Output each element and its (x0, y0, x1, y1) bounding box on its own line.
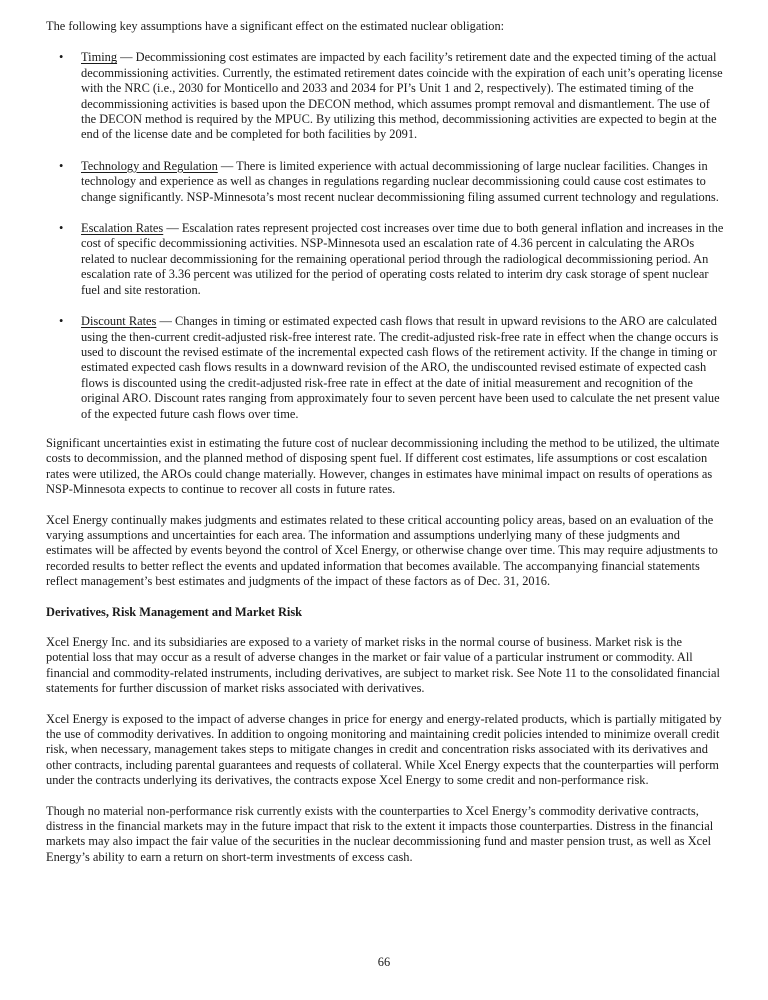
intro-paragraph: The following key assumptions have a significant effect on the estimated nuclear obligation: (46, 19, 505, 33)
market-risk-paragraph: Xcel Energy Inc. and its subsidiaries are exposed to a variety of market risks in the normal course of business. Market risk is the potential loss that may occur as a result of adverse changes in the market or fair value of a particular instrument or commodity. All financial and commodity-related instruments, including derivatives, are subject to market risk. See Note 11 to the consolidated financial statements for further discussion of market risks associated with derivatives. (46, 635, 720, 696)
commodity-derivatives-paragraph: Xcel Energy is exposed to the impact of adverse changes in price for energy and energy-related products, which is partially mitigated by the use of commodity derivatives. In addition to ongoing monitoring and maintaining credit policies intended to minimize overall credit risk, when necessary, management takes steps to mitigate changes in credit and concentration risks associated with its derivatives and other contracts, including parental guarantees and requests of collateral. While Xcel Energy expects that the counterparties will perform under the contracts underlying its derivatives, the contracts expose Xcel Energy to some credit and non-performance risk. (46, 711, 722, 788)
assumption-discount-rates (46, 314, 726, 422)
assumption-term: Timing (81, 50, 118, 65)
counterparty-risk-paragraph: Though no material non-performance risk currently exists with the counterparties to Xcel Energy’s commodity derivative contracts, distress in the financial markets may in the future impact that risk to the extent it impacts those counterparties. Distress in the financial markets may also impact the fair value of the securities in the nuclear decommissioning fund and master pension trust, as well as Xcel Energy’s ability to earn a return on short-term investments of excess cash. (46, 803, 714, 864)
key-assumptions-list (46, 50, 726, 422)
assumption-text: — Escalation rates represent projected cost increases over time due to both general inflation and increases in the cost of specific decommissioning activities. NSP-Minnesota used an escalation rate of 4.36 percent in calculating the AROs related to nuclear decommissioning for the remaining operational period through the radiological decommissioning period. An escalation rate of 3.36 percent was utilized for the period of operating costs related to interim dry cask storage of spent nuclear fuel and site restoration. (81, 221, 724, 297)
bullet-icon: • (59, 158, 64, 173)
assumption-term: Discount Rates (81, 314, 157, 329)
assumption-timing (46, 50, 726, 142)
assumption-term: Escalation Rates (81, 221, 164, 236)
page-number: 66 (377, 955, 391, 969)
bullet-icon: • (59, 50, 64, 65)
bullet-icon: • (59, 314, 64, 329)
assumption-text: — There is limited experience with actual decommissioning of large nuclear facilities. Changes in technology and experience as well as changes in regulations regarding nuclear decommissioning could cause cost estimates to change significantly. NSP-Minnesota’s most recent nuclear decommissioning filing assumed current technology and regulations. (81, 158, 719, 204)
assumption-term: Technology and Regulation (81, 158, 218, 173)
bullet-icon: • (59, 221, 64, 236)
document-page (46, 19, 726, 880)
section-heading: Derivatives, Risk Management and Market Risk (46, 604, 303, 619)
assumption-text: — Decommissioning cost estimates are impacted by each facility’s retirement date and the expected timing of the actual decommissioning activities. Currently, the estimated retirement dates coincide with the expiration of each unit’s operating license with the NRC (i.e., 2030 for Monticello and 2033 and 2034 for PI’s Unit 1 and 2, respectively). The estimated timing of the decommissioning activities is based upon the DECON method, which assumes prompt removal and dismantlement. The use of the DECON method is required by the MPUC. By utilizing this method, decommissioning activities are expected to begin at the end of the license date and be completed for both facilities by 2091. (81, 50, 723, 142)
assumption-text: — Changes in timing or estimated expected cash flows that result in upward revisions to the ARO are calculated using the then-current credit-adjusted risk-free interest rate. The credit-adjusted risk-free rate in effect when the change occurs is used to discount the revised estimate of the incremental expected cash flows of the retirement activity. If the change in timing or estimated expected cash flows results in a downward revision of the ARO, the undiscounted revised estimate of expected cash flows is discounted using the credit-adjusted risk-free rate in effect at the date of initial measurement and recognition of the original ARO. Discount rates ranging from approximately four to seven percent have been used to calculate the net present value of the expected future cash flows over time. (81, 314, 720, 421)
judgments-estimates-paragraph: Xcel Energy continually makes judgments and estimates related to these critical accounting policy areas, based on an evaluation of the varying assumptions and uncertainties for each area. The information and assumptions underlying many of these judgments and estimates will be affected by events beyond the control of Xcel Energy, or otherwise change over time. This may require adjustments to recorded results to better reflect the events and updated information that becomes available. The accompanying financial statements reflect management’s best estimates and judgments of the impact of these factors as of Dec. 31, 2016. (46, 512, 718, 589)
assumption-escalation-rates (46, 221, 726, 298)
uncertainties-paragraph: Significant uncertainties exist in estimating the future cost of nuclear decommissioning including the method to be utilized, the ultimate costs to decommission, and the planned method of disposing spent fuel. If different cost estimates, life assumptions or cost escalation rates were utilized, the AROs could change materially. However, changes in estimates have minimal impact on results of operations as NSP-Minnesota expects to continue to recover all costs in future rates. (46, 435, 720, 497)
assumption-technology-and-regulation (46, 159, 726, 205)
